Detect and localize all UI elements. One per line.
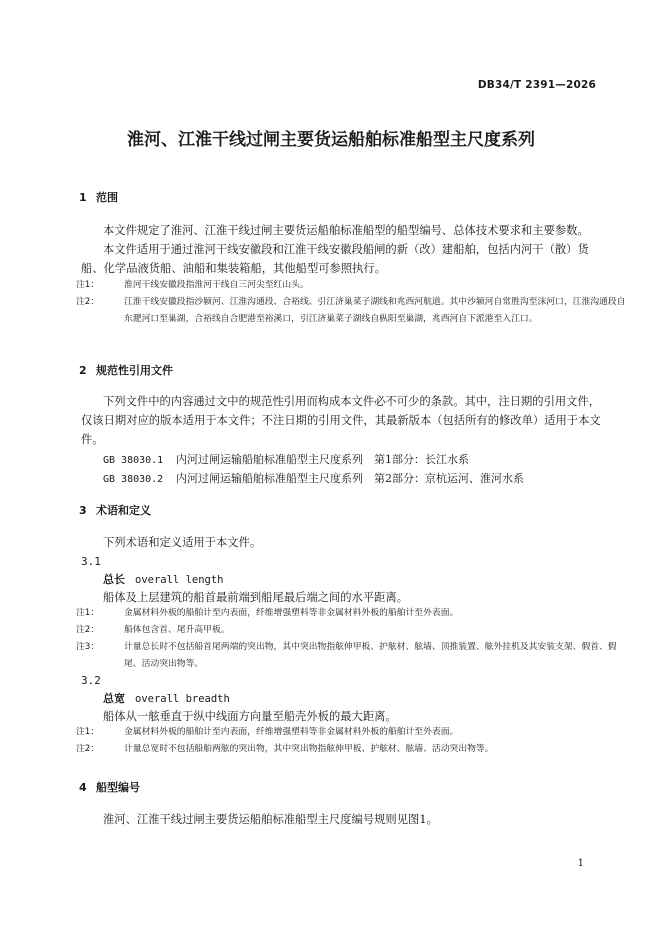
section-4-heading <box>79 779 140 795</box>
term-definition: 船体及上层建筑的船首最前端到船尾最后端之间的水平距离。 <box>103 591 409 604</box>
term-note <box>76 622 626 639</box>
note-label: 注1： <box>76 727 100 737</box>
term-definition: 船体从一舷垂直于纵中线面方向量至船壳外板的最大距离。 <box>103 710 397 723</box>
section-title: 术语和定义 <box>96 504 151 517</box>
note-text: 江淮干线安徽段指沙颍河、江淮沟通段、合裕线、引江济巢菜子湖线和兆西河航道。其中沙颍河自常胜沟至沫河口，江淮沟通段自东淝河口至巢湖，合裕线自合肥港至裕溪口，引江济巢菜子湖线自枞阳至巢湖，兆西河自下派港至入江口。 <box>124 297 626 324</box>
term-zh: 总宽 <box>103 692 125 705</box>
note-text: 淮河干线安徽段指淮河干线自三河尖至红山头。 <box>124 280 309 290</box>
note-label: 注2： <box>76 625 100 635</box>
note-text: 金属材料外板的船舶计至内表面，纤维增强塑料等非金属材料外板的船舶计至外表面。 <box>124 608 459 618</box>
section-2-heading <box>79 362 173 378</box>
section-number: 4 <box>79 781 87 794</box>
term-number: 3.1 <box>81 555 101 568</box>
scope-paragraph-1: 本文件规定了淮河、江淮干线过闸主要货运船舶标准船型的船型编号、总体技术要求和主要参数。 <box>103 224 589 237</box>
section-1-heading <box>79 189 118 205</box>
section-number: 1 <box>79 191 87 204</box>
standard-code: DB34/T 2391—2026 <box>477 79 596 91</box>
section-3-heading <box>79 502 151 518</box>
note-label: 注3： <box>76 642 100 652</box>
term-zh: 总长 <box>103 573 125 586</box>
page-number: 1 <box>577 858 584 869</box>
note-text: 计量总宽时不包括船舶两舷的突出物，其中突出物指舷伸甲板、护舷材、舷墙、活动突出物等。 <box>124 744 494 754</box>
document-title: 淮河、江淮干线过闸主要货运船舶标准船型主尺度系列 <box>127 130 535 150</box>
note-text: 船体包含首、尾升高甲板。 <box>124 625 230 635</box>
scope-paragraph-2: 本文件适用于通过淮河干线安徽段和江淮干线安徽段船闸的新（改）建船舶，包括内河干（散）货船、化学品液货船、油船和集装箱船，其他船型可参照执行。 <box>81 243 589 275</box>
reference-title: 内河过闸运输船舶标准船型主尺度系列 第1部分：长江水系 <box>176 453 469 466</box>
terms-intro: 下列术语和定义适用于本文件。 <box>103 536 262 549</box>
scope-note-2 <box>76 294 626 328</box>
term-en: overall breadth <box>135 693 230 705</box>
term-note <box>76 724 626 741</box>
scope-note-1 <box>76 277 626 294</box>
section-number: 2 <box>79 364 87 377</box>
reference-title: 内河过闸运输船舶标准船型主尺度系列 第2部分：京杭运河、淮河水系 <box>176 472 524 485</box>
term-note <box>76 741 626 758</box>
term-heading <box>103 571 224 587</box>
note-label: 注2： <box>76 744 100 754</box>
term-en: overall length <box>135 574 224 586</box>
note-text: 计量总长时不包括船首尾两端的突出物，其中突出物指舷伸甲板、护舷材、舷墙、顶推装置、舷外挂机及其安装支架、假首、假尾、活动突出物等。 <box>124 642 617 669</box>
section-title: 范围 <box>96 191 118 204</box>
note-label: 注1： <box>76 280 100 290</box>
note-label: 注2： <box>76 297 100 307</box>
numbering-paragraph: 淮河、江淮干线过闸主要货运船舶标准船型主尺度编号规则见图1。 <box>103 813 438 826</box>
reference-code: GB 38030.1 <box>103 455 164 466</box>
term-note <box>76 605 626 622</box>
reference-code: GB 38030.2 <box>103 474 164 485</box>
term-number: 3.2 <box>81 674 101 687</box>
section-title: 船型编号 <box>96 781 140 794</box>
note-label: 注1： <box>76 608 100 618</box>
note-text: 金属材料外板的船舶计至内表面，纤维增强塑料等非金属材料外板的船舶计至外表面。 <box>124 727 459 737</box>
term-heading <box>103 690 230 706</box>
references-paragraph: 下列文件中的内容通过文中的规范性引用而构成本文件必不可少的条款。其中，注日期的引用文件，仅该日期对应的版本适用于本文件；不注日期的引用文件，其最新版本（包括所有的修改单）适用于本文件。 <box>81 395 601 446</box>
section-title: 规范性引用文件 <box>96 364 173 377</box>
term-note <box>76 639 626 673</box>
reference-item <box>103 470 524 486</box>
reference-item <box>103 451 469 467</box>
section-number: 3 <box>79 504 87 517</box>
